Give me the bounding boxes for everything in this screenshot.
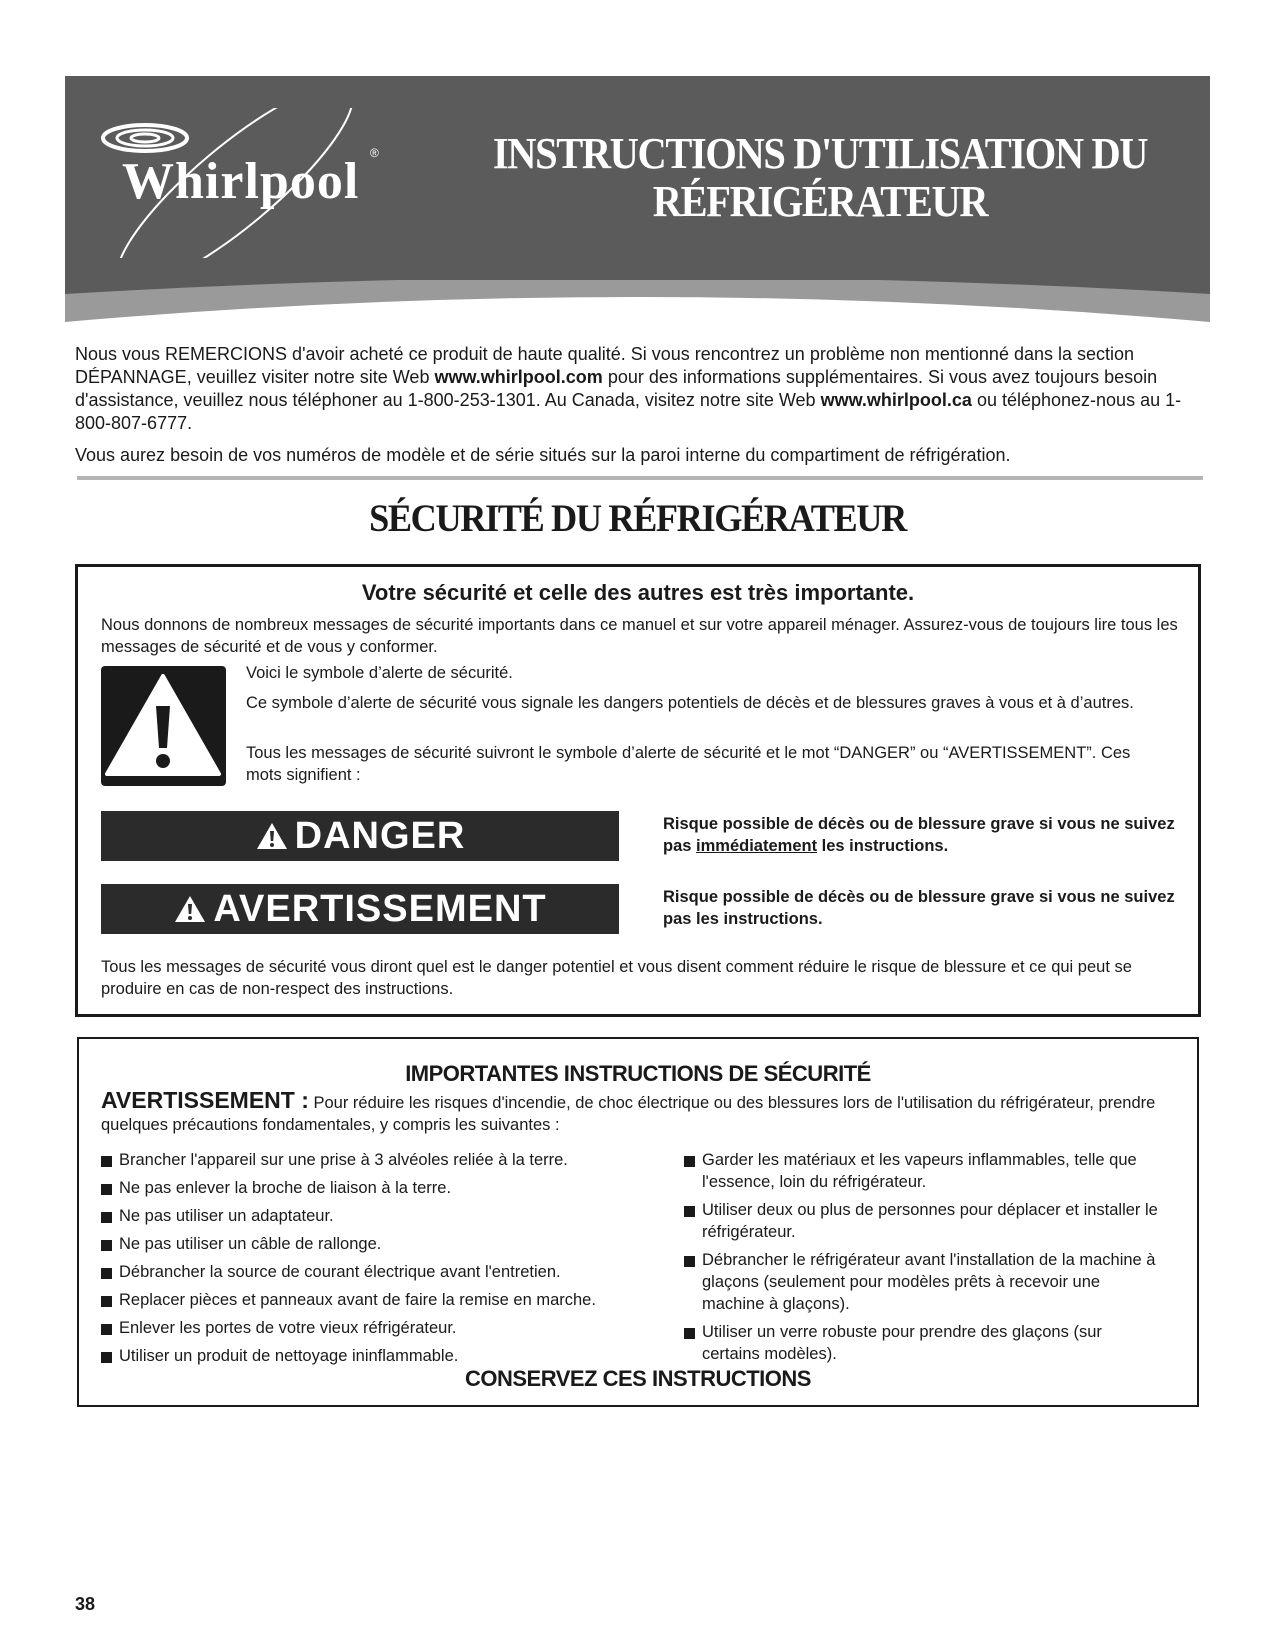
instructions-footer: CONSERVEZ CES INSTRUCTIONS	[465, 1366, 811, 1391]
instructions-warning	[101, 1089, 1181, 1136]
whirlpool-com-link[interactable]: www.whirlpool.com	[434, 367, 603, 387]
intro-text-part: Nous vous REMERCIONS d'avoir acheté ce produit de haute qualité. Si vous rencontrez un problème non mentionné dans la section DÉPANNAGE, veuillez visiter notre site Web	[75, 344, 1135, 387]
bullet-square-icon	[101, 1240, 112, 1251]
divider	[77, 476, 1203, 480]
registered-mark: ®	[370, 146, 379, 160]
list-item	[101, 1205, 661, 1227]
list-item-text: Ne pas enlever la broche de liaison à la terre.	[119, 1179, 452, 1197]
list-item-text: Garder les matériaux et les vapeurs inflammables, telle que l'essence, loin du réfrigérateur.	[702, 1151, 1137, 1191]
intro-text-part: ou téléphonez-nous au 1-800-807-6777.	[75, 390, 1182, 433]
bullet-square-icon	[101, 1212, 112, 1223]
document-title	[461, 130, 1179, 226]
whirlpool-wordmark: Whirlpool	[122, 153, 360, 210]
safety-text-3: Ce symbole d’alerte de sécurité vous signale les dangers potentiels de décès et de blessures graves à vous et à d’autres.	[246, 694, 1134, 712]
danger-description	[663, 813, 1183, 857]
bullet-square-icon	[684, 1256, 695, 1267]
danger-signal-bar	[101, 811, 619, 861]
list-item-text: Débrancher la source de courant électrique avant l'entretien.	[119, 1263, 561, 1281]
whirlpool-ca-link[interactable]: www.whirlpool.ca	[820, 390, 972, 410]
bullet-square-icon	[101, 1184, 112, 1195]
list-item	[101, 1261, 661, 1283]
intro-text-part: pour des informations supplémentaires. Si vous avez toujours besoin d'assistance, veuillez nous téléphoner au 1-800-253-1301. Au Canada, visitez notre site Web	[75, 367, 1158, 410]
safety-text-2: Voici le symbole d’alerte de sécurité.	[246, 664, 513, 682]
list-item-text: Utiliser un produit de nettoyage ininflammable.	[119, 1347, 459, 1365]
intro-text	[75, 343, 1215, 476]
list-item	[101, 1177, 661, 1199]
instructions-list-left	[101, 1149, 661, 1373]
warning-description: Risque possible de décès ou de blessure grave si vous ne suivez pas les instructions.	[663, 888, 1175, 928]
list-item	[684, 1321, 1164, 1365]
list-item-text: Ne pas utiliser un adaptateur.	[119, 1207, 334, 1225]
section-title: SÉCURITÉ DU RÉFRIGÉRATEUR	[369, 497, 906, 540]
title-line-1: INSTRUCTIONS D'UTILISATION DU	[492, 129, 1148, 178]
warning-label: AVERTISSEMENT :	[101, 1087, 309, 1113]
warning-text: Pour réduire les risques d'incendie, de choc électrique ou des blessures lors de l'utilisation du réfrigérateur, prendre quelques précautions fondamentales, y compris les suivantes :	[101, 1094, 1156, 1134]
warning-signal-bar	[101, 884, 619, 934]
list-item	[684, 1199, 1164, 1243]
list-item	[101, 1233, 661, 1255]
list-item-text: Replacer pièces et panneaux avant de faire la remise en marche.	[119, 1291, 596, 1309]
list-item-text: Débrancher le réfrigérateur avant l'installation de la machine à glaçons (seulement pour modèles prêts à recevoir une machine à glaçons).	[702, 1251, 1156, 1313]
danger-desc-part: les instructions.	[817, 837, 949, 855]
instructions-heading: IMPORTANTES INSTRUCTIONS DE SÉCURITÉ	[405, 1061, 871, 1086]
page-number: 38	[75, 1594, 96, 1614]
safety-text-5: Tous les messages de sécurité vous diront quel est le danger potentiel et vous disent comment réduire le risque de blessure et ce qui peut se produire en cas de non-respect des instructions.	[101, 958, 1132, 998]
intro-paragraph-1	[75, 343, 1215, 435]
bullet-square-icon	[101, 1352, 112, 1363]
title-line-2: RÉFRIGÉRATEUR	[652, 177, 988, 226]
list-item	[101, 1345, 661, 1367]
list-item	[684, 1249, 1164, 1315]
bullet-square-icon	[101, 1324, 112, 1335]
list-item-text: Brancher l'appareil sur une prise à 3 alvéoles reliée à la terre.	[119, 1151, 568, 1169]
list-item-text: Enlever les portes de votre vieux réfrigérateur.	[119, 1319, 457, 1337]
danger-desc-emphasis: immédiatement	[696, 837, 818, 855]
danger-desc-part: Risque possible de décès ou de blessure grave si vous ne suivez pas	[663, 815, 1175, 855]
list-item	[684, 1149, 1164, 1193]
instructions-box	[77, 1037, 1199, 1407]
list-item	[101, 1317, 661, 1339]
instructions-list-right	[684, 1149, 1164, 1371]
bullet-square-icon	[684, 1328, 695, 1339]
bullet-square-icon	[101, 1156, 112, 1167]
warning-triangle-icon	[255, 821, 289, 851]
safety-heading: Votre sécurité et celle des autres est très importante.	[361, 580, 915, 605]
bullet-square-icon	[101, 1296, 112, 1307]
safety-text-4: Tous les messages de sécurité suivront le symbole d’alerte de sécurité et le mot “DANGER” ou “AVERTISSEMENT”. Ces mots signifient :	[246, 744, 1131, 784]
bullet-square-icon	[684, 1156, 695, 1167]
safety-alert-symbol-icon	[101, 666, 226, 786]
bullet-square-icon	[101, 1268, 112, 1279]
intro-paragraph-2: Vous aurez besoin de vos numéros de modèle et de série situés sur la paroi interne du compartiment de réfrigération.	[75, 445, 1011, 465]
safety-text-1: Nous donnons de nombreux messages de sécurité importants dans ce manuel et sur votre appareil ménager. Assurez-vous de toujours lire tous les messages de sécurité et de vous y conformer.	[101, 616, 1178, 656]
danger-label: DANGER	[294, 814, 466, 857]
list-item	[101, 1289, 661, 1311]
list-item-text: Ne pas utiliser un câble de rallonge.	[119, 1235, 382, 1253]
safety-box	[75, 564, 1201, 1017]
warning-label: AVERTISSEMENT	[213, 887, 547, 930]
banner-curve	[65, 280, 1210, 338]
warning-triangle-icon	[173, 894, 207, 924]
bullet-square-icon	[684, 1206, 695, 1217]
list-item-text: Utiliser un verre robuste pour prendre des glaçons (sur certains modèles).	[702, 1323, 1102, 1363]
list-item	[101, 1149, 661, 1171]
list-item-text: Utiliser deux ou plus de personnes pour déplacer et installer le réfrigérateur.	[702, 1201, 1158, 1241]
